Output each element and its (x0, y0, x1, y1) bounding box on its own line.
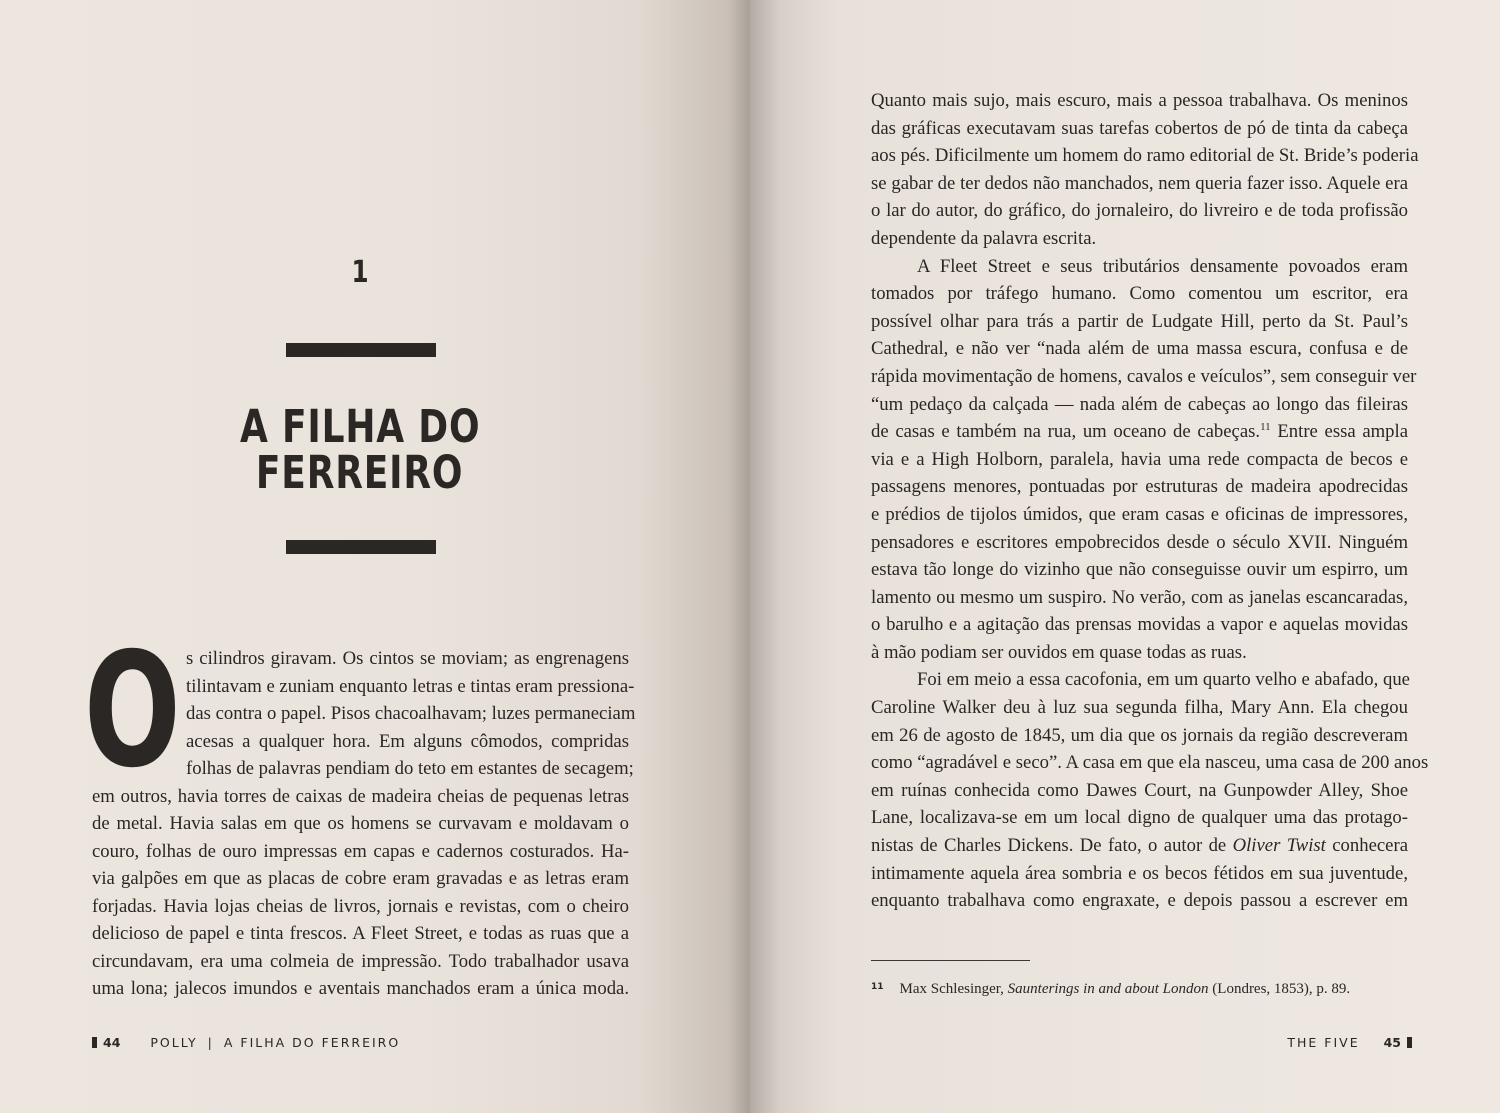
text-line: dependente da palavra escrita. (871, 227, 1097, 249)
footnote-number: 11 (871, 982, 884, 992)
text-line: uma lona; jalecos imundos e aventais manchados eram a única moda. (92, 978, 629, 999)
text-line: o barulho e a agitação das prensas movidas a vapor e aquelas movidas (871, 614, 1408, 636)
folio-bar (1407, 1037, 1412, 1048)
chapter-title-line2: FERREIRO (256, 446, 464, 499)
text-line: aos pés. Dificilmente um homem do ramo editorial de St. Bride’s poderia (871, 145, 1419, 167)
text-line: A Fleet Street e seus tributários densamente povoados eram (917, 255, 1408, 277)
chapter-rule-top (286, 343, 436, 357)
footnote (871, 977, 1411, 999)
page-number-right: 45 (1383, 1035, 1401, 1050)
chapter-rule-bottom (286, 540, 436, 554)
drop-cap: O (84, 619, 181, 803)
text-segment: nistas de Charles Dickens. De fato, o autor de (871, 835, 1233, 857)
text-line: pensadores e escritores empobrecidos desde o século XVII. Ninguém (871, 531, 1408, 553)
chapter-title (180, 400, 540, 499)
text-line: enquanto trabalhava como engraxate, e depois passou a escrever em (871, 890, 1408, 912)
chapter-title-line1: A FILHA DO (239, 400, 481, 453)
text-line: forjadas. Havia lojas cheias de livros, jornais e revistas, com o cheiro (92, 895, 629, 917)
text-line: delicioso de papel e tinta frescos. A Fleet Street, e todas as ruas que a (92, 923, 629, 944)
right-body-text (871, 87, 1429, 915)
text-line: circundavam, era uma colmeia de impressão. Todo trabalhador usava (92, 950, 629, 972)
folio-bar (92, 1037, 97, 1048)
text-line: se gabar de ter dedos não manchados, nem queria fazer isso. Aquele era (871, 172, 1408, 194)
text-line: acesas a qualquer hora. Em alguns cômodos, compridas (186, 730, 629, 752)
footnote-title: Saunterings in and about London (1007, 981, 1209, 997)
text-line: e prédios de tijolos úmidos, que eram casas e oficinas de impressores, (871, 503, 1408, 525)
text-segment: Entre essa ampla (1270, 421, 1409, 443)
text-line: via galpões em que as placas de cobre eram gravadas e as letras eram (92, 868, 629, 889)
text-line: rápida movimentação de homens, cavalos e veículos”, sem conseguir ver (871, 365, 1417, 387)
page-number-left: 44 (103, 1035, 121, 1050)
right-running-footer (1287, 1035, 1412, 1050)
text-line: como “agradável e seco”. A casa em que ela nasceu, uma casa de 200 anos (871, 752, 1429, 774)
text-line: possível olhar para trás a partir de Ludgate Hill, perto da St. Paul’s (871, 310, 1408, 332)
text-line: em 26 de agosto de 1845, um dia que os jornais da região descreveram (871, 724, 1408, 746)
text-line: estava tão longe do vizinho que não conseguisse ouvir um espirro, um (871, 559, 1408, 581)
running-head-chapter: A FILHA DO FERREIRO (223, 1035, 401, 1050)
text-line: tomados por tráfego humano. Como comentou um escritor, era (871, 283, 1408, 305)
text-line: lamento ou mesmo um suspiro. No verão, com as janelas escancaradas, (871, 586, 1408, 608)
text-line: Cathedral, e não ver “nada além de uma massa escura, confusa e de (871, 338, 1408, 360)
text-line: “um pedaço da calçada — nada além de cabeças ao longo das fileiras (871, 393, 1408, 415)
text-line: à mão podiam ser ouvidos em quase todas as ruas. (871, 641, 1247, 663)
text-line: intimamente aquela área sombria e os becos fétidos em sua juventude, (871, 862, 1408, 884)
footnote-reference: 11 (1260, 421, 1271, 434)
text-segment: conhecera (1325, 835, 1408, 857)
left-running-footer (92, 1035, 400, 1050)
footnote-rule (871, 960, 1030, 961)
text-line: o lar do autor, do gráfico, do jornaleiro, do livreiro e de toda profissão (871, 200, 1408, 222)
chapter-number: 1 (351, 255, 369, 290)
running-head-book: POLLY (150, 1035, 198, 1050)
text-line: das gráficas executavam suas tarefas cobertos de pó de tinta da cabeça (871, 117, 1408, 139)
text-line-with-note (871, 418, 1408, 446)
text-line: folhas de palavras pendiam do teto em estantes de secagem; (186, 758, 634, 779)
footnote-rest: (Londres, 1853), p. 89. (1208, 981, 1351, 997)
text-line: de metal. Havia salas em que os homens se curvavam e moldavam o (92, 813, 629, 834)
running-head-separator: | (207, 1035, 214, 1050)
text-line-with-italic (871, 832, 1408, 860)
text-line: via e a High Holborn, paralela, havia uma rede compacta de becos e (871, 448, 1408, 470)
text-line: Caroline Walker deu à luz sua segunda filha, Mary Ann. Ela chegou (871, 697, 1408, 719)
footnote-author: Max Schlesinger, (899, 981, 1008, 997)
text-line: em outros, havia torres de caixas de madeira cheias de pequenas letras (92, 785, 629, 807)
text-segment: de casas e também na rua, um oceano de cabeças. (871, 421, 1261, 443)
text-line: em ruínas conhecida como Dawes Court, na Gunpowder Alley, Shoe (871, 779, 1408, 801)
text-line: couro, folhas de ouro impressas em capas e cadernos costurados. Ha- (92, 840, 629, 862)
book-title-italic: Oliver Twist (1232, 835, 1326, 857)
text-line: tilintavam e zuniam enquanto letras e tintas eram pressiona- (186, 675, 635, 697)
text-line: passagens menores, pontuadas por estruturas de madeira apodrecidas (871, 476, 1408, 498)
left-body-text (92, 645, 636, 1003)
text-line: Lane, localizava-se em um local digno de qualquer uma das protago- (871, 807, 1408, 829)
running-head-book-right: THE FIVE (1287, 1035, 1360, 1050)
text-line: das contra o papel. Pisos chacoalhavam; luzes permaneciam (186, 703, 636, 724)
text-line: Foi em meio a essa cacofonia, em um quarto velho e abafado, que (917, 669, 1410, 691)
text-line: Quanto mais sujo, mais escuro, mais a pessoa trabalhava. Os meninos (871, 90, 1408, 111)
text-line: s cilindros giravam. Os cintos se moviam; as engrenagens (186, 648, 629, 669)
